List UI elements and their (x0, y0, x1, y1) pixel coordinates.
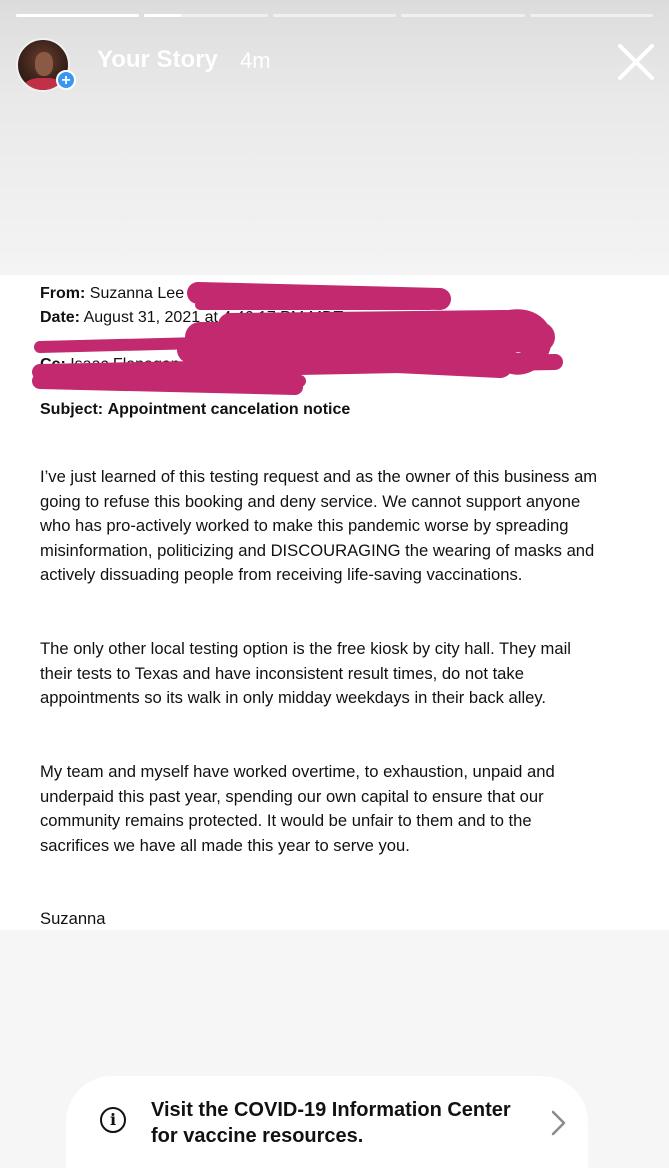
progress-segment (530, 14, 653, 17)
cc-value: Isaac Flanagan < (70, 356, 194, 373)
avatar-face (35, 52, 53, 76)
progress-fill (16, 14, 139, 17)
email-subject-line (40, 401, 350, 419)
email-paragraph-1: I’ve just learned of this testing request and as the owner of this business am going to refuse this booking and deny service. We cannot support anyone who has pro-actively worked to make this pandemic worse by spreading misinformation, politicizing and DISCOURAGING the wearing of masks and actively dissuading people from receiving life-saving vaccinations. (40, 467, 598, 585)
date-label: Date: (40, 309, 81, 326)
date-value: August 31, 2021 at 4:46:17 PM MDT (83, 309, 344, 326)
email-paragraph-2: The only other local testing option is the free kiosk by city hall. They mail their tests to Texas and have inconsistent result times, do not take appointments so its walk in only midday weekdays in their back alley. (40, 639, 571, 708)
cc-label: Cc: (40, 356, 66, 373)
subject-label: Subject: (40, 401, 104, 418)
from-value: Suzanna Lee < (89, 285, 198, 302)
progress-segment (401, 14, 524, 17)
email-date-line (40, 309, 343, 327)
chevron-right-icon[interactable] (548, 1108, 568, 1138)
progress-segment (16, 14, 139, 17)
progress-fill (144, 14, 181, 17)
subject-value: Appointment cancelation notice (107, 401, 351, 418)
email-paragraph-3: My team and myself have worked overtime, to exhaustion, unpaid and underpaid this past year, spending our own capital to ensure that our community remains protected. It would be unfair to them and to the sacrifices we have all made this year to serve you. (40, 762, 555, 855)
email-cc-line (40, 356, 193, 374)
email-from-line (40, 285, 198, 303)
close-button[interactable] (612, 38, 660, 86)
story-owner-name[interactable]: Your Story (97, 46, 218, 73)
from-label: From: (40, 285, 86, 302)
close-icon (612, 38, 660, 86)
covid-info-text[interactable]: Visit the COVID-19 Information Center for vaccine resources. (151, 1099, 511, 1147)
story-header-area (0, 0, 669, 275)
plus-icon[interactable]: + (56, 70, 76, 90)
email-screenshot (0, 275, 669, 930)
story-timestamp: 4m (240, 48, 271, 73)
story-progress-bar (16, 14, 653, 18)
progress-segment (144, 14, 267, 17)
email-signature: Suzanna (40, 909, 106, 928)
progress-segment (273, 14, 396, 17)
info-icon: i (100, 1107, 126, 1133)
